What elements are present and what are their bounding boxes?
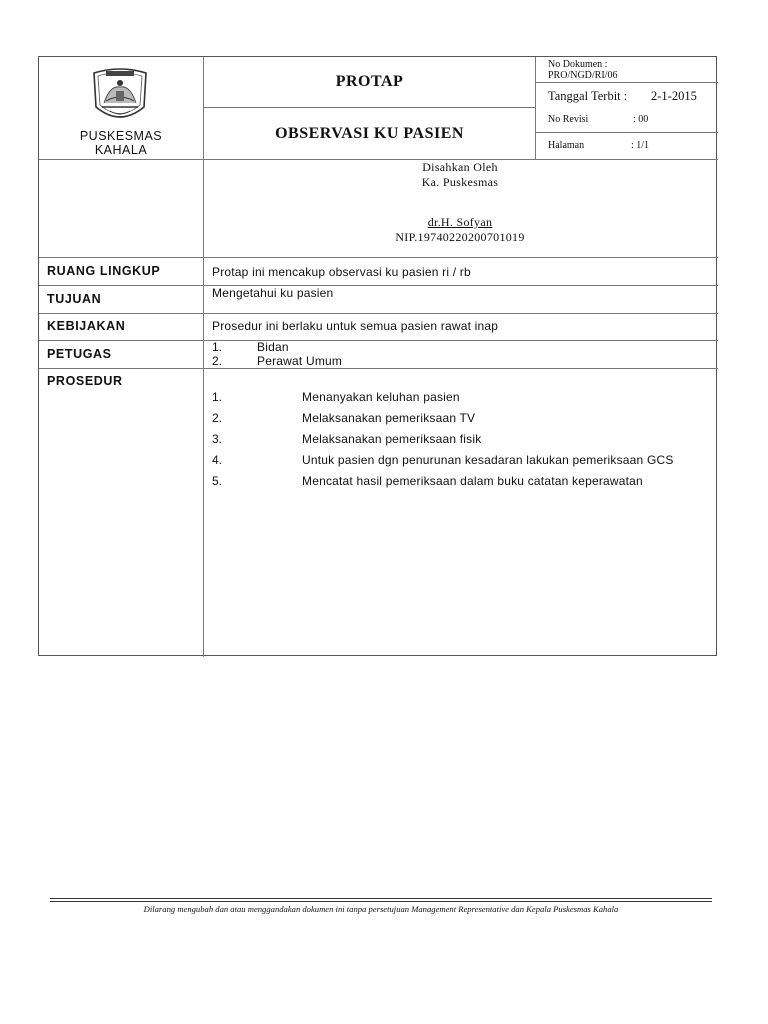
protap-table: [38, 56, 717, 656]
footer-rule: [50, 901, 712, 902]
ruang-lingkup-text: Protap ini mencakup observasi ku pasien ri / rb: [212, 265, 471, 279]
no-revisi-value: : 00: [633, 114, 649, 125]
document-type-title: PROTAP: [335, 73, 404, 90]
tujuan-text: Mengetahui ku pasien: [212, 286, 334, 300]
prosedur-step-number: 3.: [212, 432, 223, 446]
row-rule-petugas: [39, 368, 718, 369]
petugas-item-text: Perawat Umum: [257, 354, 343, 368]
signatory-name: dr.H. Sofyan: [427, 215, 493, 229]
prosedur-step-number: 5.: [212, 474, 223, 488]
prosedur-step-text: Melaksanakan pemeriksaan TV: [302, 411, 476, 425]
prosedur-label: PROSEDUR: [47, 374, 123, 388]
no-dokumen-label: No Dokumen :: [548, 59, 608, 70]
tujuan-label: TUJUAN: [47, 292, 102, 306]
kebijakan-label: KEBIJAKAN: [47, 319, 126, 333]
halaman-value: : 1/1: [631, 140, 650, 151]
meta-rule-1: [535, 82, 718, 83]
row-rule-tujuan: [39, 313, 718, 314]
ruang-lingkup-label: RUANG LINGKUP: [47, 264, 161, 278]
footer-rule: [50, 898, 712, 899]
tanggal-terbit-value: 2-1-2015: [651, 89, 697, 103]
halaman-label: Halaman: [548, 140, 585, 151]
document-title: OBSERVASI KU PASIEN: [275, 124, 464, 142]
petugas-item-number: 1.: [212, 340, 223, 354]
regional-emblem-icon: [90, 63, 150, 127]
prosedur-step-number: 1.: [212, 390, 223, 404]
petugas-item-text: Bidan: [257, 340, 289, 354]
row-rule-kebijakan: [39, 340, 718, 341]
petugas-label: PETUGAS: [47, 347, 112, 361]
approval-line1: Disahkan Oleh: [422, 160, 498, 174]
prosedur-step-number: 2.: [212, 411, 223, 425]
prosedur-step-text: Menanyakan keluhan pasien: [302, 390, 460, 404]
petugas-item-number: 2.: [212, 354, 223, 368]
prosedur-step-text: Untuk pasien dgn penurunan kesadaran lakukan pemeriksaan GCS: [302, 453, 674, 467]
no-dokumen-value: PRO/NGD/RI/06: [548, 70, 618, 81]
meta-rule-3: [535, 132, 718, 133]
prosedur-step-text: Mencatat hasil pemeriksaan dalam buku catatan keperawatan: [302, 474, 643, 488]
no-revisi-label: No Revisi: [548, 114, 589, 125]
prosedur-step-number: 4.: [212, 453, 223, 467]
prosedur-step-text: Melaksanakan pemeriksaan fisik: [302, 432, 482, 446]
approval-bottom-rule: [39, 257, 718, 258]
meta-column-divider: [535, 57, 536, 159]
footer-disclaimer: Dilarang mengubah dan atau menggandakan dokumen ini tanpa persetujuan Management Representative dan Kepala Puskesmas Kahala: [143, 904, 619, 914]
approval-line2: Ka. Puskesmas: [421, 175, 499, 189]
logo-cell: [39, 57, 203, 159]
kebijakan-text: Prosedur ini berlaku untuk semua pasien rawat inap: [212, 319, 499, 333]
signatory-nip: NIP.19740220200701019: [395, 230, 525, 244]
institution-name-line1: PUSKESMAS: [79, 129, 163, 143]
row-rule-ruang: [39, 285, 718, 286]
institution-name-line2: KAHALA: [94, 143, 148, 157]
tanggal-terbit-label: Tanggal Terbit :: [548, 89, 628, 103]
